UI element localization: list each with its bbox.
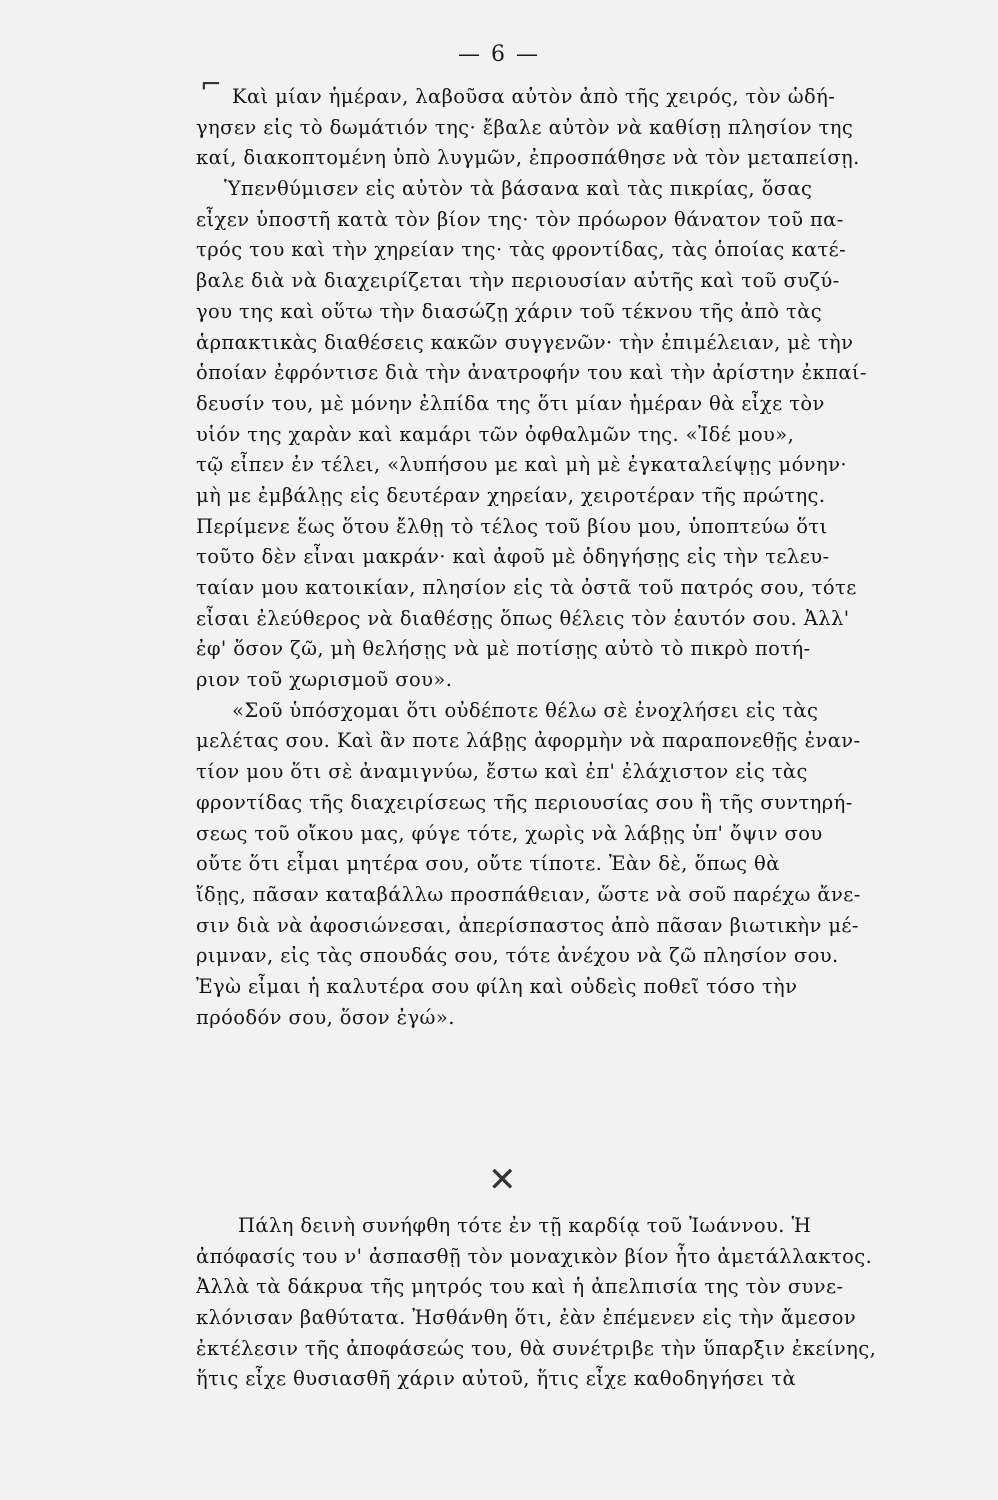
text-line: ἐφ' ὅσον ζῶ, μὴ θελήσῃς νὰ μὲ ποτίσῃς αὐτὸ τὸ πικρὸ ποτή-: [196, 637, 811, 661]
margin-pencil-mark: ⌐: [200, 70, 222, 100]
text-line: τοῦτο δὲν εἶναι μακράν· καὶ ἀφοῦ μὲ ὁδηγήσῃς εἰς τὴν τελευ-: [196, 545, 830, 569]
text-line: εἶσαι ἐλεύθερος νὰ διαθέσῃς ὅπως θέλεις τὸν ἑαυτόν σου. Ἀλλ': [196, 606, 850, 630]
text-line: πρόοδόν σου, ὅσον ἐγώ».: [196, 1005, 455, 1029]
text-line: οὔτε ὅτι εἶμαι μητέρα σου, οὔτε τίποτε. Ἐὰν δὲ, ὅπως θὰ: [196, 852, 780, 876]
text-line: ριμναν, εἰς τὰς σπουδάς σου, τότε ἀνέχου νὰ ζῶ πλησίον σου.: [196, 944, 839, 968]
text-line: ταίαν μου κατοικίαν, πλησίον εἰς τὰ ὀστᾶ τοῦ πατρός σου, τότε: [196, 576, 857, 599]
text-line: Καὶ μίαν ἡμέραν, λαβοῦσα αὐτὸν ἀπὸ τῆς χειρός, τὸν ὡδή-: [232, 85, 836, 108]
text-line: ἐκτέλεσιν τῆς ἀποφάσεώς του, θὰ συνέτριβε τὴν ὕπαρξιν ἐκείνης,: [196, 1336, 877, 1360]
text-line: ἁρπακτικὰς διαθέσεις κακῶν συγγενῶν· τὴν ἐπιμέλειαν, μὲ τὴν: [196, 330, 854, 354]
text-line: ὁποίαν ἐφρόντισε διὰ τὴν ἀνατροφήν του καὶ τὴν ἀρίστην ἐκπαί-: [196, 361, 867, 385]
text-line: σεως τοῦ οἴκου μας, φύγε τότε, χωρὶς νὰ λάβῃς ὑπ' ὄψιν σου: [196, 821, 823, 845]
text-line: κλόνισαν βαθύτατα. Ἠσθάνθη ὅτι, ἐὰν ἐπέμενεν εἰς τὴν ἄμεσον: [196, 1306, 857, 1330]
text-line: φροντίδας τῆς διαχειρίσεως τῆς περιουσίας σου ἢ τῆς συντηρή-: [196, 790, 853, 814]
text-line: ἥτις εἶχε θυσιασθῆ χάριν αὐτοῦ, ἥτις εἶχε καθοδηγήσει τὰ: [196, 1367, 797, 1391]
text-line: βαλε διὰ νὰ διαχειρίζεται τὴν περιουσίαν αὐτῆς καὶ τοῦ συζύ-: [196, 269, 840, 293]
text-line: Πάλη δεινὴ συνήφθη τότε ἐν τῇ καρδίᾳ τοῦ Ἰωάννου. Ἡ: [238, 1214, 812, 1237]
text-block-main: [196, 82, 956, 1033]
text-line: ριον τοῦ χωρισμοῦ σου».: [196, 668, 453, 692]
text-line: «Σοῦ ὑπόσχομαι ὅτι οὐδέποτε θέλω σὲ ἐνοχλήσει εἰς τὰς: [232, 698, 819, 722]
text-line: Ὑπενθύμισεν εἰς αὐτὸν τὰ βάσανα καὶ τὰς πικρίας, ὅσας: [224, 177, 813, 201]
text-line: τῷ εἶπεν ἐν τέλει, «λυπήσου με καὶ μὴ μὲ ἐγκαταλείψῃς μόνην·: [196, 453, 847, 477]
page-number: — 6 —: [458, 42, 540, 67]
text-line: καί, διακοπτομένη ὑπὸ λυγμῶν, ἐπροσπάθησε νὰ τὸν μεταπείσῃ.: [196, 146, 860, 170]
text-line: ἴδῃς, πᾶσαν καταβάλλω προσπάθειαν, ὥστε νὰ σοῦ παρέχω ἄνε-: [196, 882, 861, 906]
text-line: γου της καὶ οὕτω τὴν διασώζῃ χάριν τοῦ τέκνου τῆς ἀπὸ τὰς: [196, 299, 823, 323]
text-line: γησεν εἰς τὸ δωμάτιόν της· ἔβαλε αὐτὸν νὰ καθίσῃ πλησίον της: [196, 115, 854, 139]
text-line: Ἐγὼ εἶμαι ἡ καλυτέρα σου φίλη καὶ οὐδεὶς ποθεῖ τόσο τὴν: [196, 974, 798, 998]
text-line: μὴ με ἐμβάλῃς εἰς δευτέραν χηρείαν, χειροτέραν τῆς πρώτης.: [196, 483, 826, 507]
text-line: υἱόν της χαρὰν καὶ καμάρι τῶν ὀφθαλμῶν της. «Ἰδέ μου»,: [196, 422, 795, 446]
text-line: δευσίν του, μὲ μόνην ἐλπίδα της ὅτι μίαν ἡμέραν θὰ εἶχε τὸν: [196, 391, 825, 415]
text-line: σιν διὰ νὰ ἀφοσιώνεσαι, ἀπερίσπαστος ἀπὸ πᾶσαν βιωτικὴν μέ-: [196, 913, 859, 937]
text-line: Περίμενε ἕως ὅτου ἔλθῃ τὸ τέλος τοῦ βίου μου, ὑποπτεύω ὅτι: [196, 514, 828, 538]
text-line: τρός του καὶ τὴν χηρείαν της· τὰς φροντίδας, τὰς ὁποίας κατέ-: [196, 238, 847, 262]
text-line: τίον μου ὅτι σὲ ἀναμιγνύω, ἔστω καὶ ἐπ' ἐλάχιστον εἰς τὰς: [196, 760, 808, 784]
text-line: εἶχεν ὑποστῆ κατὰ τὸν βίον της· τὸν πρόωρον θάνατον τοῦ πα-: [196, 207, 844, 231]
text-line: Ἀλλὰ τὰ δάκρυα τῆς μητρός του καὶ ἡ ἀπελπισία της τὸν συνε-: [196, 1275, 844, 1299]
text-block-second: [196, 1211, 956, 1395]
text-line: μελέτας σου. Καὶ ἂν ποτε λάβῃς ἀφορμὴν νὰ παραπονεθῇς ἐναν-: [196, 729, 861, 753]
margin-pencil-mark: ✕: [488, 1160, 517, 1200]
text-line: ἀπόφασίς του ν' ἀσπασθῇ τὸν μοναχικὸν βίον ἦτο ἀμετάλλακτος.: [196, 1244, 873, 1268]
